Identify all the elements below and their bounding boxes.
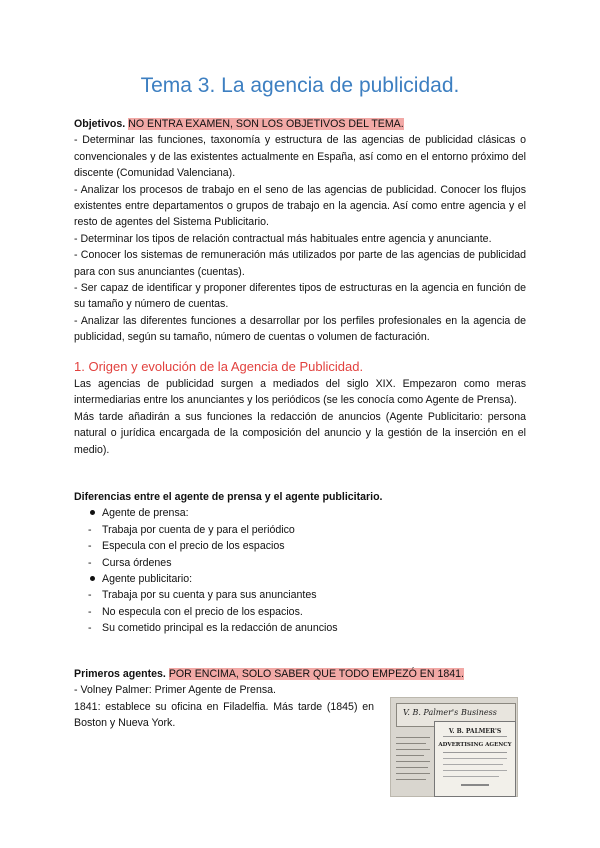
first-agents-line: - Volney Palmer: Primer Agente de Prensa. xyxy=(74,684,276,697)
bullet-dot xyxy=(90,510,95,515)
list-item: - Su cometido principal es la redacción de anuncios xyxy=(88,622,338,635)
objectives-note: NO ENTRA EXAMEN, SON LOS OBJETIVOS DEL TEMA. xyxy=(128,118,404,130)
differences-heading: Diferencias entre el agente de prensa y el agente publicitario. xyxy=(74,491,383,503)
objective-item: - Conocer los sistemas de remuneración más utilizados por parte de las agencias de publicidad para con sus anunciantes (cuentas). xyxy=(74,249,526,278)
objectives-label: Objetivos xyxy=(74,118,123,130)
first-agents-heading: Primeros agentes. POR ENCIMA, SOLO SABER QUE TODO EMPEZÓ EN 1841. xyxy=(74,668,464,680)
objective-item: - Determinar los tipos de relación contractual más habituales entre agencia y anunciante. xyxy=(74,232,492,245)
first-agents-line: 1841: establece su oficina en Filadelfia. Más tarde (1845) en Boston y Nueva York. xyxy=(74,700,374,730)
list-item: Agente publicitario: xyxy=(74,571,526,587)
clipping-card: V. B. PALMER'S ADVERTISING AGENCY xyxy=(434,721,516,797)
list-item: - Trabaja por su cuenta y para sus anunciantes xyxy=(88,589,317,602)
list-item: - Cursa órdenes xyxy=(88,556,172,569)
bullet-dot xyxy=(90,576,95,581)
objective-item: - Ser capaz de identificar y proponer diferentes tipos de estructuras en la agencia en función de su tamaño y número de cuentas. xyxy=(74,282,526,311)
objective-item: - Analizar las diferentes funciones a desarrollar por los perfiles profesionales en la agencia de publicidad, según su tamaño, número de cuentas o volumen de facturación. xyxy=(74,314,526,344)
objective-item: - Determinar las funciones, taxonomía y estructura de las agencias de publicidad clásicas o convencionales y de las existentes actualmente en España, así como en el entorno próximo del discente (Comunidad Valenciana). xyxy=(74,134,526,180)
list-item: - Trabaja por cuenta de y para el periódico xyxy=(88,523,295,536)
differences-section xyxy=(74,489,526,637)
clipping-header: V. B. Palmer's Business xyxy=(396,703,516,727)
origin-section xyxy=(74,358,526,458)
objective-item: - Analizar los procesos de trabajo en el seno de las agencias de publicidad. Conocer los flujos existentes entre departamentos o grupos de trabajo en la agencia. Así como entre agencia y el resto de agentes del Sistema Publicitario. xyxy=(74,183,526,229)
objectives-heading: Objetivos. NO ENTRA EXAMEN, SON LOS OBJETIVOS DEL TEMA. xyxy=(74,118,404,130)
origin-paragraph: Más tarde añadirán a sus funciones la redacción de anuncios (Agente Publicitario: persona natural o jurídica encargada de la composición del anuncio y la gestión de la inserción en el medio). xyxy=(74,410,526,456)
differences-list xyxy=(74,505,526,636)
list-item: - Especula con el precio de los espacios xyxy=(88,540,285,553)
objectives-section xyxy=(74,116,526,346)
page-title: Tema 3. La agencia de publicidad. xyxy=(140,74,460,97)
historical-clipping-image xyxy=(390,697,518,797)
list-item: Agente de prensa: xyxy=(74,505,526,521)
first-agents-note: POR ENCIMA, SOLO SABER QUE TODO EMPEZÓ EN 1841. xyxy=(168,668,464,680)
section-title: 1. Origen y evolución de la Agencia de Publicidad. xyxy=(74,359,364,374)
origin-paragraph: Las agencias de publicidad surgen a mediados del siglo XIX. Empezaron como meras intermediarias entre los anunciantes y los periódicos (se les conocía como Agente de Prensa). xyxy=(74,378,526,407)
list-item: - No especula con el precio de los espacios. xyxy=(88,605,303,618)
